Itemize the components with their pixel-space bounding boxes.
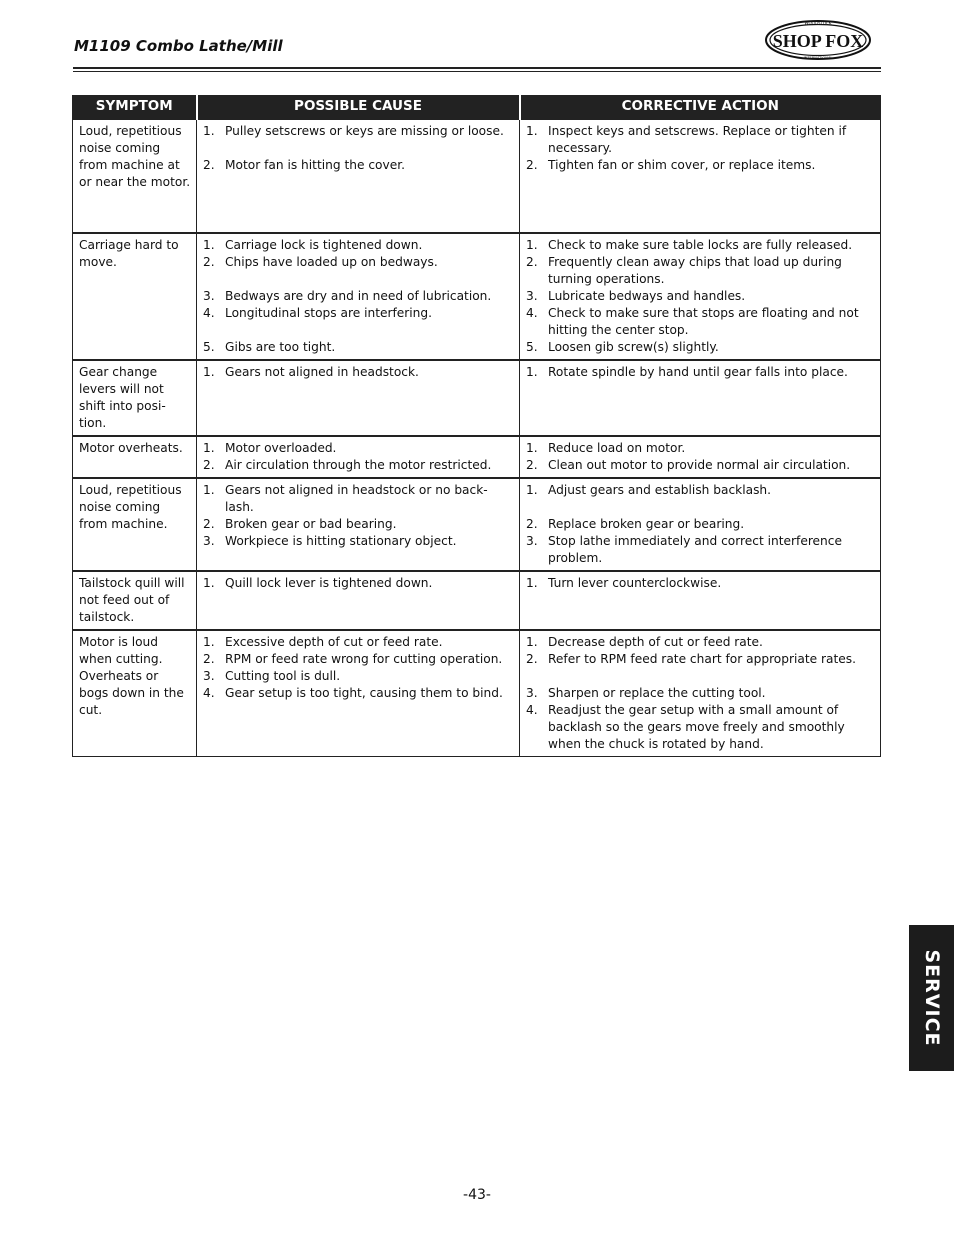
cause-item: 3. Workpiece is hitting stationary object. — [203, 534, 457, 548]
page-number: -43- — [463, 1187, 491, 1203]
cause-item: 1. Gears not aligned in headstock or no back-lash. — [203, 483, 488, 514]
symptom-cell: Loud, repetitious noise coming from machine. — [73, 478, 197, 571]
table-row — [73, 571, 881, 630]
cause-item: 1. Carriage lock is tightened down. — [203, 238, 423, 252]
symptom-cell: Tailstock quill will not feed out of tailstock. — [73, 571, 197, 630]
action-item: 3. Sharpen or replace the cutting tool. — [526, 686, 766, 700]
action-cell — [520, 630, 881, 757]
shop-fox-logo — [764, 18, 872, 62]
cause-item: 1. Pulley setscrews or keys are missing or loose. — [203, 124, 504, 138]
cause-item: 4. Gear setup is too tight, causing them to bind. — [203, 686, 503, 700]
cause-cell — [197, 630, 520, 757]
column-header-corrective-action: CORRECTIVE ACTION — [520, 95, 881, 119]
action-cell — [520, 360, 881, 436]
symptom-cell: Loud, repetitious noise coming from machine at or near the motor. — [73, 119, 197, 233]
cause-cell — [197, 119, 520, 233]
action-item: 1. Rotate spindle by hand until gear falls into place. — [526, 365, 848, 379]
svg-text:WOODSTOCK: WOODSTOCK — [804, 20, 832, 26]
action-item: 2. Tighten fan or shim cover, or replace items. — [526, 158, 816, 172]
action-item: 5. Loosen gib screw(s) slightly. — [526, 340, 719, 354]
cause-item: 2. Motor fan is hitting the cover. — [203, 158, 405, 172]
action-item: 2. Refer to RPM feed rate chart for appropriate rates. — [526, 652, 856, 666]
action-item: 4. Check to make sure that stops are floating and not hitting the center stop. — [526, 306, 859, 337]
table-row — [73, 233, 881, 360]
cause-item: 1. Motor overloaded. — [203, 441, 337, 455]
symptom-cell: Carriage hard to move. — [73, 233, 197, 360]
action-cell — [520, 119, 881, 233]
column-header-symptom: SYMPTOM — [73, 95, 197, 119]
table-row — [73, 436, 881, 478]
action-item: 1. Decrease depth of cut or feed rate. — [526, 635, 763, 649]
cause-item: 5. Gibs are too tight. — [203, 340, 336, 354]
action-item: 1. Turn lever counterclockwise. — [526, 576, 722, 590]
table-row — [73, 119, 881, 233]
action-item: 3. Lubricate bedways and handles. — [526, 289, 746, 303]
symptom-cell: Motor overheats. — [73, 436, 197, 478]
cause-item: 2. RPM or feed rate wrong for cutting operation. — [203, 652, 503, 666]
cause-cell — [197, 360, 520, 436]
table-row — [73, 360, 881, 436]
cause-item: 3. Bedways are dry and in need of lubrication. — [203, 289, 492, 303]
action-item: 1. Adjust gears and establish backlash. — [526, 483, 772, 497]
troubleshooting-table — [72, 95, 881, 757]
svg-text:SHOP FOX: SHOP FOX — [772, 31, 864, 51]
header-rule-thin — [73, 71, 881, 72]
cause-item: 2. Broken gear or bad bearing. — [203, 517, 397, 531]
action-cell — [520, 436, 881, 478]
cause-cell — [197, 571, 520, 630]
action-item: 2. Frequently clean away chips that load up during turning operations. — [526, 255, 842, 286]
action-item: 1. Check to make sure table locks are fully released. — [526, 238, 853, 252]
action-item: 3. Stop lathe immediately and correct interference problem. — [526, 534, 842, 565]
header-rule — [73, 67, 881, 69]
cause-item: 1. Quill lock lever is tightened down. — [203, 576, 433, 590]
action-cell — [520, 233, 881, 360]
action-item: 1. Inspect keys and setscrews. Replace or tighten if necessary. — [526, 124, 847, 155]
action-item: 1. Reduce load on motor. — [526, 441, 686, 455]
cause-item: 2. Chips have loaded up on bedways. — [203, 255, 438, 269]
page-title: M1109 Combo Lathe/Mill — [74, 37, 283, 55]
cause-cell — [197, 436, 520, 478]
symptom-cell: Motor is loud when cutting. Overheats or bogs down in the cut. — [73, 630, 197, 757]
table-header-row — [73, 95, 881, 119]
symptom-cell: Gear change levers will not shift into posi-tion. — [73, 360, 197, 436]
cause-item: 1. Gears not aligned in headstock. — [203, 365, 419, 379]
cause-item: 1. Excessive depth of cut or feed rate. — [203, 635, 443, 649]
cause-item: 3. Cutting tool is dull. — [203, 669, 341, 683]
svg-text:INTERNATIONAL: INTERNATIONAL — [803, 56, 833, 60]
column-header-possible-cause: POSSIBLE CAUSE — [197, 95, 520, 119]
action-item: 4. Readjust the gear setup with a small amount of backlash so the gears move freely and smoothly when the chuck is rotated by hand. — [526, 703, 845, 751]
action-cell — [520, 571, 881, 630]
cause-item: 4. Longitudinal stops are interfering. — [203, 306, 433, 320]
cause-cell — [197, 233, 520, 360]
action-item: 2. Clean out motor to provide normal air circulation. — [526, 458, 851, 472]
action-item: 2. Replace broken gear or bearing. — [526, 517, 745, 531]
cause-item: 2. Air circulation through the motor restricted. — [203, 458, 492, 472]
cause-cell — [197, 478, 520, 571]
section-tab — [909, 925, 954, 1071]
table-row — [73, 630, 881, 757]
section-tab-label: SERVICE — [920, 949, 943, 1047]
table-row — [73, 478, 881, 571]
action-cell — [520, 478, 881, 571]
